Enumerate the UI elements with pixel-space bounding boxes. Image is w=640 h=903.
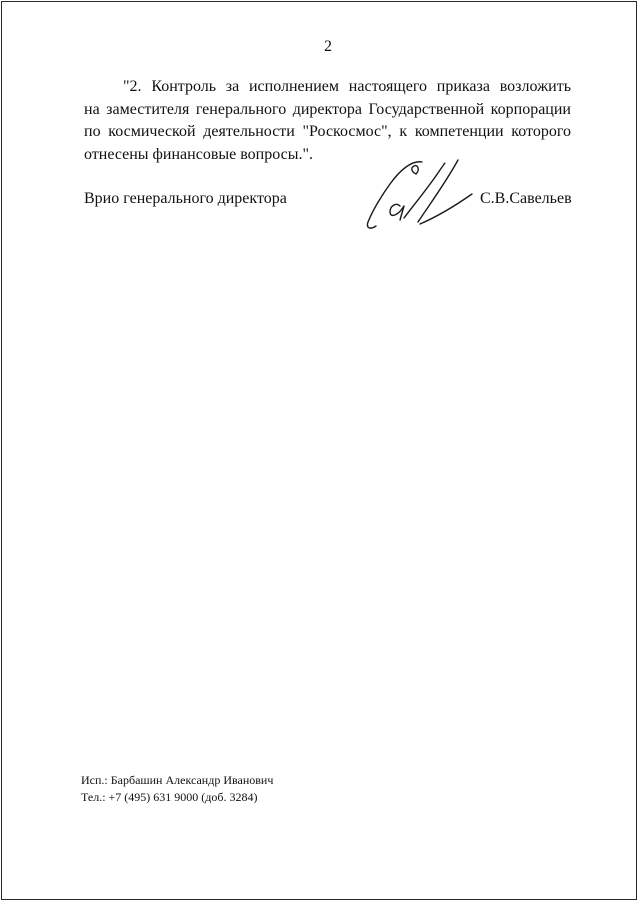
signer-name: С.В.Савельев (480, 190, 572, 207)
paragraph-line: отнесены финансовые вопросы.". (84, 145, 314, 163)
executor-name: Исп.: Барбашин Александр Иванович (81, 773, 274, 787)
page-number: 2 (324, 38, 332, 55)
paragraph-line: по космической деятельности "Роскосмос", к компетенции которого (84, 123, 571, 140)
executor-phone: Тел.: +7 (495) 631 9000 (доб. 3284) (81, 790, 258, 804)
signer-position: Врио генерального директора (84, 190, 287, 207)
paragraph-line: "2. Контроль за исполнением настоящего приказа возложить (123, 78, 571, 95)
handwritten-signature (360, 152, 480, 236)
paragraph-line: на заместителя генерального директора Государственной корпорации (84, 100, 571, 118)
executor-info (81, 772, 273, 806)
order-paragraph (84, 76, 571, 166)
